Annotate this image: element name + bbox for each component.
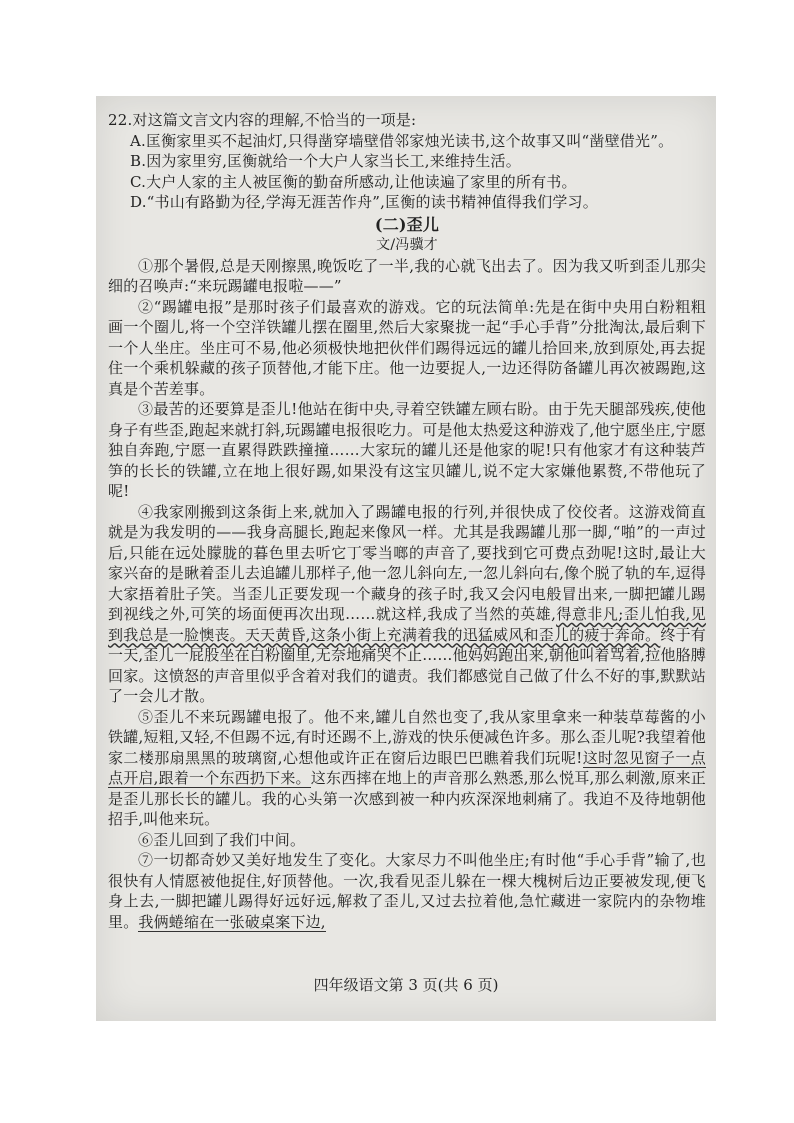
- paragraph-5-text: ⑤歪儿不来玩踢罐电报了。他不来,罐儿自然也变了,我从家里拿来一种装草莓酱的小铁罐,短粗,又轻,不但踢不远,有时还踢不上,游戏的快乐便减色许多。那么歪儿呢?我望着他家二楼那扇黑黑的玻璃窗,心想他或许正在窗后边眼巴巴瞧着我们玩呢!: [108, 707, 706, 767]
- paragraph-3: ③最苦的还要算是歪儿!他站在街中央,寻着空铁罐左顾右盼。由于先天腿部残疾,使他身子有些歪,跑起来就打斜,玩踢罐电报很吃力。可是他太热爱这种游戏了,他宁愿坐庄,宁愿独自奔跑,宁愿一直累得跌跌撞撞……大家玩的罐儿还是他家的呢!只有他家才有这种装芦笋的长长的铁罐,立在地上很好踢,如果没有这宝贝罐儿,说不定大家嫌他累赘,不带他玩了呢!: [108, 400, 706, 500]
- paragraph-7: [108, 850, 706, 932]
- paragraph-4-text-end: 终于有一天,歪儿一屁股坐在白粉圈里,无奈地痛哭不止……他妈妈跑出来,朝他叫着骂着,拉他胳膊回家。这愤怒的声音里似乎含着对我们的谴责。我们都感觉自己做了什么不好的事,默默站了一会儿才散。: [108, 625, 707, 705]
- article-title: (二)歪儿: [374, 214, 440, 234]
- paragraph-4-text: ④我家刚搬到这条街上来,就加入了踢罐电报的行列,并很快成了佼佼者。这游戏简直就是为我发明的——我身高腿长,跑起来像风一样。尤其是我踢罐儿那一脚,“啪”的一声过后,只能在远处朦胧的暮色里去听它丁零当啷的声音了,要找到它可费点劲呢!这时,最让大家兴奋的是瞅着歪儿去追罐儿那样子,他一忽儿斜向左,一忽儿斜向右,像个脱了轨的车,逗得大家捂着肚子笑。当歪儿正要发现一个藏身的孩子时,我又会闪电般冒出来,一脚把罐儿踢到视线之外,可笑的场面便再次出现……就这样,我成了当然的英雄,: [108, 502, 706, 623]
- paragraph-6: ⑥歪儿回到了我们中间。: [138, 830, 306, 849]
- page-footer: 四年级语文第 3 页(共 6 页): [313, 976, 499, 994]
- paragraph-1: ①那个暑假,总是天刚擦黑,晚饭吃了一半,我的心就飞出去了。因为我又听到歪儿那尖细的召唤声:“来玩踢罐电报啦——”: [108, 256, 706, 295]
- option-c: C.大户人家的主人被匡衡的勤奋所感动,让他读遍了家里的所有书。: [130, 172, 577, 191]
- paragraph-5-underline: 这时忽见窗子一点点开启,跟着一个东西扔下来。: [108, 748, 707, 787]
- paragraph-5-text-end: 这东西摔在地上的声音那么熟悉,那么悦耳,那么刺激,原来正是歪儿那长长的罐儿。我的心头第一次感到被一种内疚深深地刺痛了。我迫不及待地朝他招手,叫他来玩。: [108, 769, 706, 828]
- option-b: B.因为家里穷,匡衡就给一个大户人家当长工,来维持生活。: [130, 152, 521, 170]
- option-a: A.匡衡家里买不起油灯,只得凿穿墙壁借邻家烛光读书,这个故事又叫“凿壁借光”。: [130, 131, 674, 150]
- page-content: [108, 110, 706, 932]
- paragraph-2: ②“踢罐电报”是那时孩子们最喜欢的游戏。它的玩法简单:先是在街中央用白粉粗粗画一个圈儿,将一个空洋铁罐儿摆在圈里,然后大家聚拢一起“手心手背”分批淘汰,最后剩下一个人坐庄。坐庄可不易,他必须极快地把伙伴们踢得远远的罐儿拾回来,放到原处,再去捉住一个乘机躲藏的孩子顶替他,才能下庄。他一边要捉人,一边还得防备罐儿再次被踢跑,这真是个苦差事。: [108, 297, 706, 398]
- paragraph-4-wavy-underline: 得意非凡;歪儿怕我,见到我总是一脸懊丧。天天黄昏,这条小街上充满着我的迅猛威风和歪儿的疲于奔命。: [108, 605, 706, 644]
- option-d: D.“书山有路勤为径,学海无涯苦作舟”,匡衡的读书精神值得我们学习。: [130, 193, 598, 211]
- exam-page: [96, 96, 716, 1021]
- paragraph-4: [108, 502, 706, 707]
- question-22: [108, 110, 706, 131]
- paragraph-7-underline: 我俩蜷缩在一张破桌案下边,: [138, 912, 326, 931]
- question-stem: 对这篇文言文内容的理解,不恰当的一项是:: [132, 111, 417, 129]
- question-number: 22.: [108, 111, 133, 129]
- paragraph-7-text: ⑦一切都奇妙又美好地发生了变化。大家尽力不叫他坐庄;有时他“手心手背”输了,也很快有人情愿被他捉住,好顶替他。一次,我看见歪儿躲在一棵大槐树后边正要被发现,便飞身上去,一脚把罐儿踢得好远好远,解救了歪儿,又过去拉着他,急忙藏进一家院内的杂物堆里。: [108, 851, 706, 931]
- paragraph-5: [108, 707, 706, 830]
- article-author: 文/冯骥才: [376, 237, 438, 253]
